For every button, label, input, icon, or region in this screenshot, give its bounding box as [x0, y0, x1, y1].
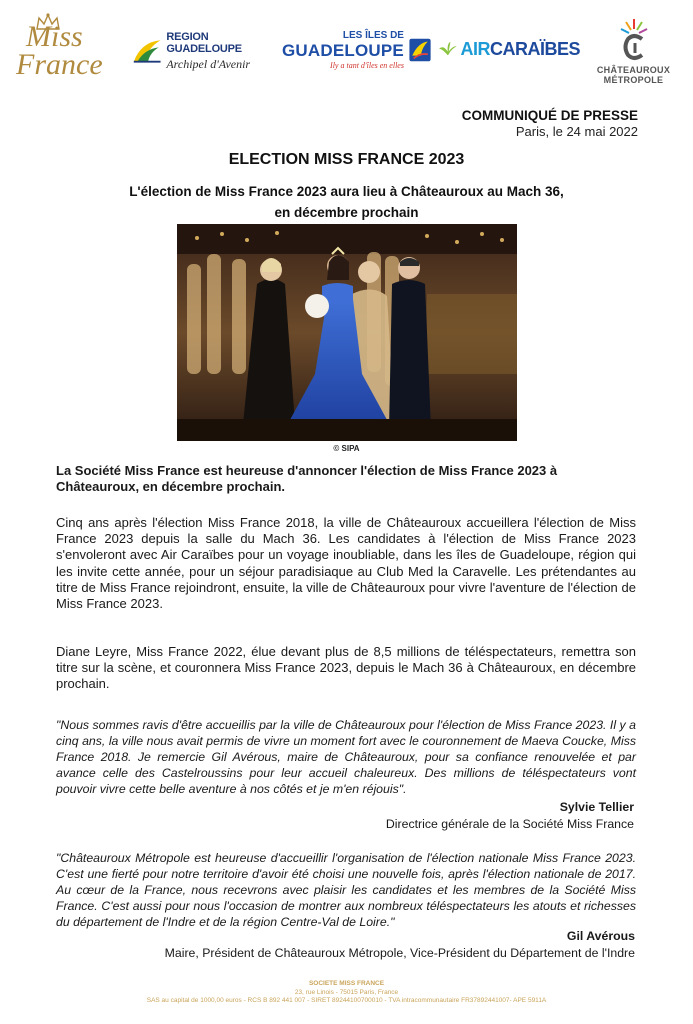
miss-france-logo: [14, 12, 118, 90]
miss-logo-line1: Miss: [26, 20, 83, 53]
quote-gil-averous: "Châteauroux Métropole est heureuse d'accueillir l'organisation de l'élection nationale Miss France 2023. C'est une fierté pour notre territoire d'avoir été choisi une nouvelle fois, après l'élection nationale de 2017. Au cœur de la France, nous recevrons avec plaisir les candidates et les membres de la Société Miss France. C'est aussi pour nous l'occasion de montrer aux nombreux téléspectateurs les atouts et richesses du département de l'Indre et de la région Centre-Val de Loire.": [56, 851, 636, 929]
footer-legal: SAS au capital de 1000,00 euros - RCS B 892 441 007 - SIRET 89244100700010 - TVA intracommunautaire FR37892441007- APE 5911A: [146, 997, 547, 1004]
signature-2-name: Gil Avérous: [566, 929, 635, 943]
lead-paragraph: La Société Miss France est heureuse d'annoncer l'élection de Miss France 2023 à Châteauroux, en décembre prochain.: [56, 463, 558, 495]
subtitle-line2: en décembre prochain: [274, 205, 419, 220]
air-caraibes-part2: CARAÏBES: [489, 38, 580, 59]
signature-1-name: Sylvie Tellier: [559, 800, 634, 814]
signature-1-role: Directrice générale de la Société Miss France: [385, 817, 634, 831]
iles-de-guadeloupe-logo: [282, 20, 432, 80]
quote-sylvie-tellier: "Nous sommes ravis d'être accueillis par la ville de Châteauroux pour l'élection de Miss France 2023. Il y a cinq ans, la ville nous avait permis de vivre un moment fort avec le couronnement de Maeva Coucke, Miss France 2018. Je remercie Gil Avérous, maire de Châteauroux, pour sa confiance renouvelée et par avance celle des Castelroussins pour leur accueil chaleureux. Des millions de téléspectateurs vont pouvoir vivre cette belle aventure à nos côtés et je m'en réjouis".: [56, 718, 636, 796]
signature-1: [386, 799, 634, 833]
footer: [0, 980, 693, 1006]
signature-2-role: Maire, Président de Châteauroux Métropole, Vice-Président du Département de l'Indre: [164, 946, 635, 960]
chateauroux-line2: MÉTROPOLE: [603, 75, 664, 85]
region-name: REGION GUADELOUPE: [166, 30, 242, 55]
page-title: ELECTION MISS FRANCE 2023: [228, 151, 465, 168]
bird-emblem-icon: [408, 32, 432, 68]
region-guadeloupe-logo: [132, 26, 274, 76]
chateauroux-emblem-icon: [615, 17, 653, 63]
chateauroux-line1: CHÂTEAUROUX: [596, 65, 671, 75]
crown-icon: [34, 12, 62, 32]
page-subtitle: [100, 181, 593, 223]
paragraph-2: Diane Leyre, Miss France 2022, élue devant plus de 8,5 millions de téléspectateurs, remettra son titre sur la scène, et couronnera Miss France 2023, depuis le Mach 36 à Châteauroux, en décembre prochain.: [56, 644, 636, 692]
air-caraibes-part1: AIR: [460, 38, 490, 59]
region-tagline: Archipel d'Avenir: [166, 56, 251, 71]
paragraph-1: Cinq ans après l'élection Miss France 2018, la ville de Châteauroux accueillera l'élection de Miss France 2023 depuis la salle du Mach 36. Les candidates à l'élection de Miss France 2023 s'envoleront avec Air Caraïbes pour un voyage inoubliable, dans les îles de Guadeloupe, région qui les invite cette année, pour un séjour paradisiaque au Club Med la Caravelle. Les prétendantes au titre de Miss France rejoindront, ensuite, la ville de Châteauroux pour vivre l'aventure de l'élection de Miss France 2023.: [56, 515, 636, 612]
footer-address: 23, rue Linois - 75015 Paris, France: [294, 988, 399, 996]
palm-icon: [438, 40, 457, 58]
partner-logos: [14, 10, 679, 92]
footer-company: SOCIETE MISS FRANCE: [308, 980, 385, 987]
air-caraibes-logo: [438, 34, 580, 64]
region-emblem-icon: [132, 35, 162, 67]
press-date: Paris, le 24 mai 2022: [515, 124, 638, 139]
subtitle-line1: L'élection de Miss France 2023 aura lieu à Châteauroux au Mach 36,: [129, 184, 564, 199]
press-release-label: COMMUNIQUÉ DE PRESSE: [461, 108, 638, 123]
iles-tagline: Ily a tant d'îles en elles: [330, 61, 404, 70]
chateauroux-metropole-logo: [588, 10, 679, 92]
miss-logo-line2: France: [16, 48, 103, 81]
signature-2: [165, 928, 635, 962]
press-header: [462, 108, 638, 139]
photo-credit: © SIPA: [333, 444, 360, 453]
iles-line1: LES ÎLES DE: [342, 30, 404, 41]
ceremony-photo: [177, 224, 517, 441]
iles-line2: GUADELOUPE: [282, 41, 404, 60]
